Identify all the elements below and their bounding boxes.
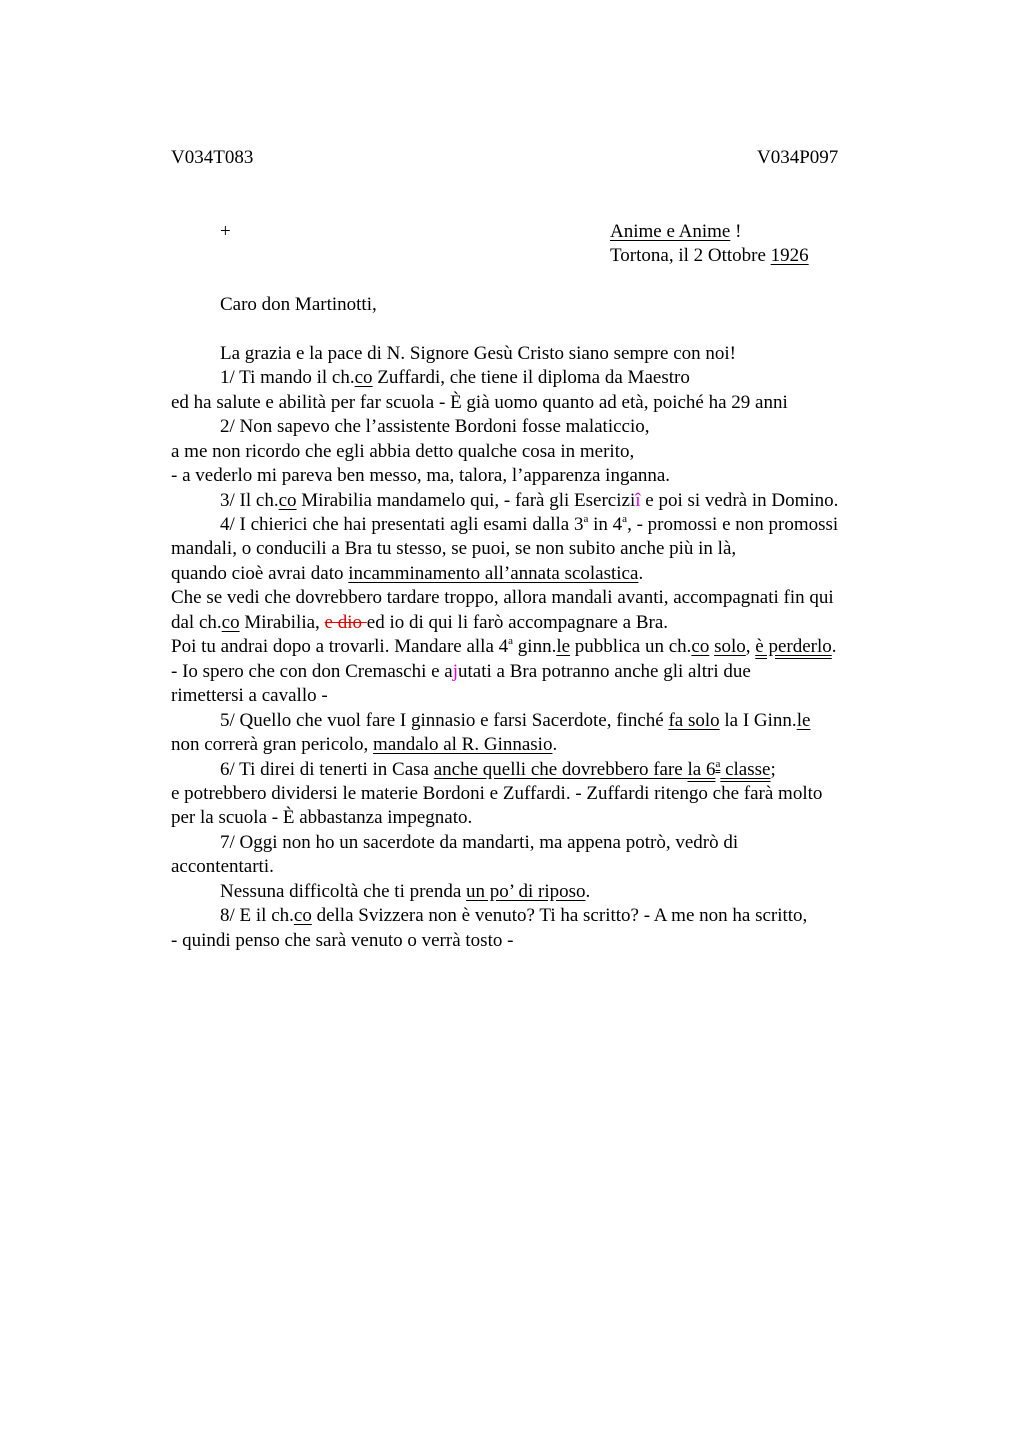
paragraph-6-line-1: 6/ Ti direi di tenerti in Casa anche quelli che dovrebbero fare la 6$^a$ classe; [220,757,776,780]
paragraph-3: 3/ Il ch.co Mirabilia mandamelo qui, - farà gli Eserciziî e poi si vedrà in Domino. [220,490,839,511]
dateline: Tortona, il 2 Ottobre 1926 [610,245,809,266]
paragraph-4-line-8: rimettersi a cavallo - [171,685,328,706]
paragraph-6-line-2: e potrebbero dividersi le materie Bordoni e Zuffardi. - Zuffardi ritengo che farà molto [171,783,823,804]
paragraph-4-line-4: Che se vedi che dovrebbero tardare troppo, allora mandali avanti, accompagnati fin qui [171,587,834,608]
salutation: Caro don Martinotti, [220,294,377,315]
paragraph-4-line-7: - Io spero che con don Cremaschi e ajutati a Bra potranno anche gli altri due [171,661,751,682]
paragraph-4-line-1: 4/ I chierici che hai presentati agli esami dalla 3$^a$ in 4$^a$, - promossi e non promossi [220,512,839,535]
paragraph-5-line-1: 5/ Quello che vuol fare I ginnasio e farsi Sacerdote, finché fa solo la I Ginn.le [220,710,811,731]
paragraph-4-line-3: quando cioè avrai dato incamminamento all’annata scolastica. [171,563,644,584]
paragraph-6-line-3: per la scuola - È abbastanza impegnato. [171,807,473,828]
paragraph-8-line-1: 8/ E il ch.co della Svizzera non è venuto? Ti ha scritto? - A me non ha scritto, [220,905,808,926]
editorial-mark: j [452,661,459,682]
deleted-text: e dio [324,612,367,633]
archive-code-right: V034P097 [757,147,839,168]
paragraph-4-line-2: mandali, o conducili a Bra tu stesso, se puoi, se non subito anche più in là, [171,538,737,559]
paragraph-7-line-3: Nessuna difficoltà che ti prenda un po’ di riposo. [220,881,591,902]
paragraph-5-line-2: non correrà gran pericolo, mandalo al R. Ginnasio. [171,734,558,755]
archive-code-left: V034T083 [171,147,254,168]
motto: Anime e Anime ! [610,221,742,242]
paragraph-2-line-2: a me non ricordo che egli abbia detto qualche cosa in merito, [171,441,635,462]
paragraph-4-line-5: dal ch.co Mirabilia, e dio ed io di qui li farò accompagnare a Bra. [171,612,669,633]
paragraph-1-line-1: 1/ Ti mando il ch.co Zuffardi, che tiene il diploma da Maestro [220,367,690,388]
paragraph-2-line-3: - a vederlo mi pareva ben messo, ma, talora, l’apparenza inganna. [171,465,671,486]
paragraph-7-line-2: accontentarti. [171,856,274,877]
paragraph-4-line-6: Poi tu andrai dopo a trovarli. Mandare alla 4$^a$ ginn.le pubblica un ch.co solo, è perderlo. [171,634,837,657]
editorial-mark: î [635,490,641,511]
paragraph-1-line-2: ed ha salute e abilità per far scuola - È già uomo quanto ad età, poiché ha 29 anni [171,392,788,413]
cross-symbol: + [220,221,231,242]
paragraph-8-line-2: - quindi penso che sarà venuto o verrà tosto - [171,930,514,951]
paragraph-7-line-1: 7/ Oggi non ho un sacerdote da mandarti, ma appena potrò, vedrò di [220,832,739,853]
paragraph-2-line-1: 2/ Non sapevo che l’assistente Bordoni fosse malaticcio, [220,416,650,437]
greeting: La grazia e la pace di N. Signore Gesù Cristo siano sempre con noi! [220,343,737,364]
